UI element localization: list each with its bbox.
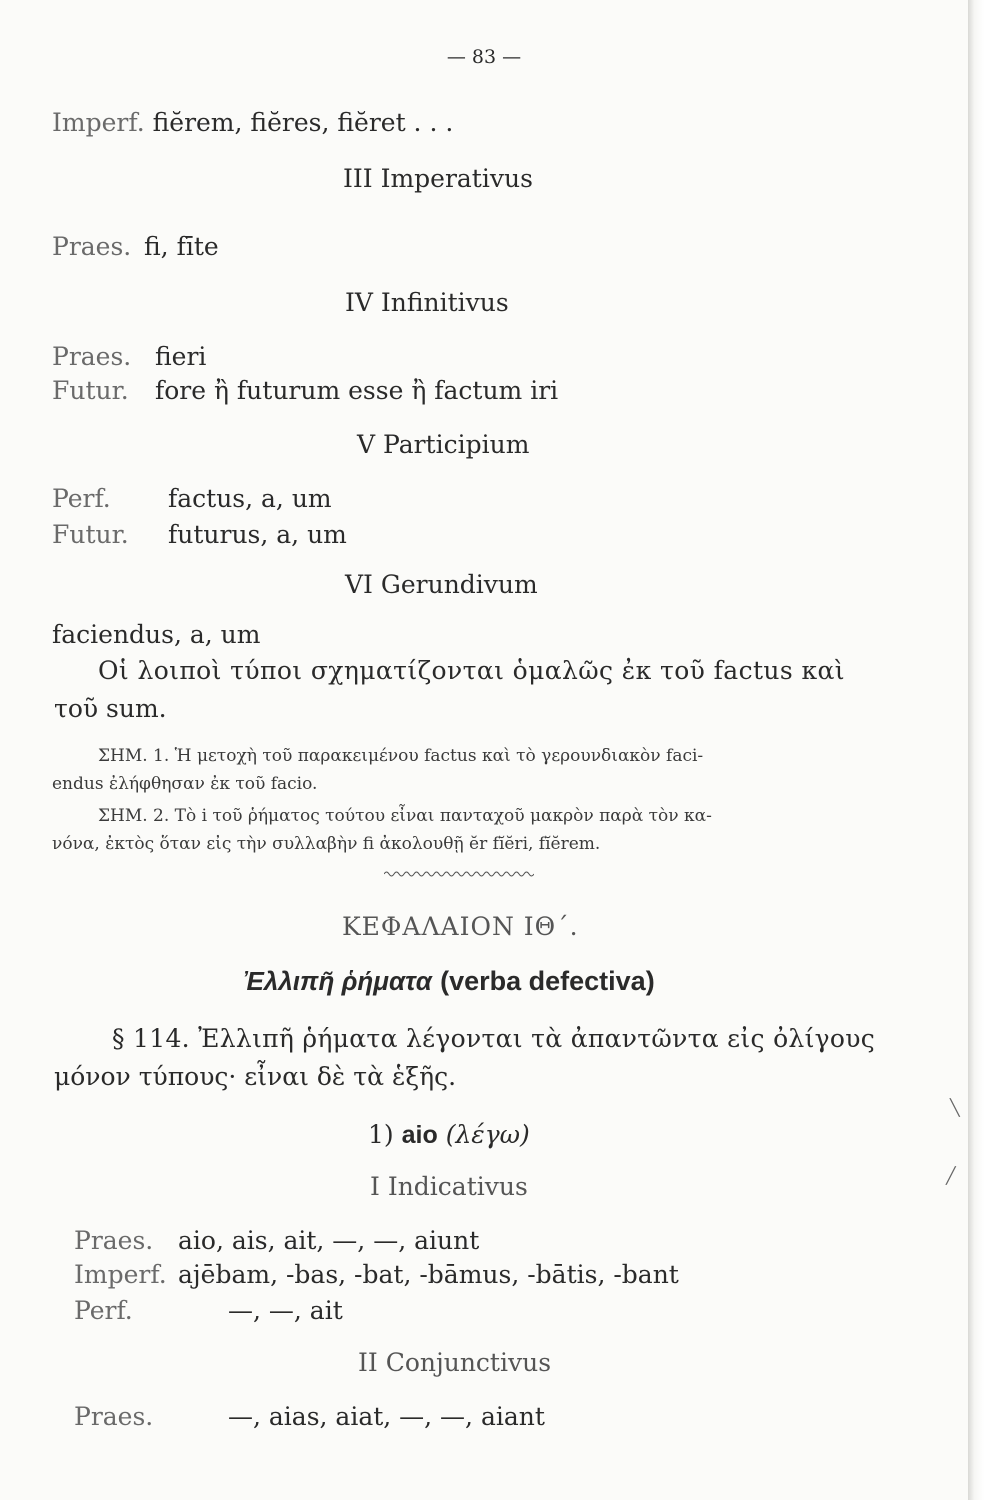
imperf-row (52, 110, 453, 135)
perf1-row (52, 486, 332, 511)
praes3-label: Praes. (74, 1226, 154, 1255)
praes2-label: Praes. (52, 342, 132, 371)
para-line-1: § 114. Ἐλλιπῆ ῥήματα λέγονται τὰ ἀπαντῶντα εἰς ὀλίγους (112, 1024, 876, 1053)
praes2-forms: fieri (155, 342, 207, 371)
para-line-2: μόνον τύπους· εἶναι δὲ τὰ ἑξῆς. (54, 1062, 457, 1091)
remark-line-2: τοῦ sum. (54, 694, 167, 723)
verb-heading (368, 1122, 530, 1148)
heading-imperativus: III Imperativus (343, 164, 533, 193)
perf2-label: Perf. (74, 1296, 133, 1325)
gerund-forms: faciendus, a, um (52, 620, 261, 649)
note-2-line-2: νόνα, ἐκτὸς ὅταν εἰς τὴν συλλαβὴν fi ἀκολουθῇ ĕr fĭĕri, fĭĕrem. (52, 834, 601, 854)
imperf-forms: fiĕrem, fiĕres, fiĕret . . . (152, 108, 454, 137)
perf2-forms: —, —, ait (228, 1296, 343, 1325)
perf1-label: Perf. (52, 484, 111, 513)
wavy-divider (384, 870, 534, 878)
futur2-forms: futurus, a, um (168, 520, 347, 549)
note-1-line-2: endus ἐλήφθησαν ἐκ τοῦ facio. (52, 774, 318, 794)
note-2-line-1: ΣΗΜ. 2. Τὸ i τοῦ ῥήματος τούτου εἶναι πανταχοῦ μακρὸν παρὰ τὸν κα- (98, 806, 712, 826)
praes4-label: Praes. (74, 1402, 154, 1431)
verb-number: 1) (368, 1120, 394, 1149)
section-title-greek: Ἐλλιπῆ ῥήματα (244, 966, 432, 996)
praes1-label: Praes. (52, 232, 132, 261)
remark-line-1: Οἱ λοιποὶ τύποι σχηματίζονται ὁμαλῶς ἐκ τοῦ factus καὶ (98, 656, 846, 685)
page-edge (968, 0, 984, 1500)
verb-name: aio (401, 1121, 438, 1149)
heading-indicativus: I Indicativus (370, 1172, 528, 1201)
imperf2-row (74, 1262, 679, 1287)
praes3-forms: aio, ais, ait, —, —, aiunt (178, 1226, 480, 1255)
praes1-row (52, 234, 219, 259)
praes2-row (52, 344, 206, 369)
imperf2-forms: ajēbam, -bas, -bat, -bāmus, -bātis, -bant (178, 1260, 679, 1289)
futur1-row (52, 378, 558, 403)
heading-conjunctivus: II Conjunctivus (358, 1348, 552, 1377)
imperf2-label: Imperf. (74, 1260, 167, 1289)
page-number: — 83 — (446, 46, 522, 68)
heading-gerundivum: VI Gerundivum (345, 570, 538, 599)
verb-gloss: (λέγω) (445, 1120, 530, 1149)
perf1-forms: factus, a, um (168, 484, 332, 513)
futur1-label: Futur. (52, 376, 129, 405)
praes4-forms: —, aias, aiat, —, —, aiant (228, 1402, 545, 1431)
note-1-line-1: ΣΗΜ. 1. Ἡ μετοχὴ τοῦ παρακειμένου factus καὶ τὸ γερουνδιακὸν faci- (98, 746, 704, 766)
chapter-heading: ΚΕΦΑΛΑΙΟΝ ΙΘ΄. (342, 912, 579, 941)
praes1-forms: fi, fīte (144, 232, 219, 261)
praes3-row (74, 1228, 479, 1253)
section-title (244, 968, 655, 995)
futur2-label: Futur. (52, 520, 129, 549)
stray-mark: ╱ (946, 1166, 956, 1185)
praes4-row (74, 1404, 545, 1429)
stray-mark: ╲ (950, 1098, 960, 1117)
futur2-row (52, 522, 347, 547)
heading-participium: V Participium (357, 430, 530, 459)
futur1-forms: fore ἢ futurum esse ἢ factum iri (155, 376, 559, 405)
heading-infinitivus: IV Infinitivus (345, 288, 509, 317)
imperf-label: Imperf. (52, 108, 145, 137)
perf2-row (74, 1298, 343, 1323)
section-title-latin: (verba defectiva) (440, 966, 655, 996)
